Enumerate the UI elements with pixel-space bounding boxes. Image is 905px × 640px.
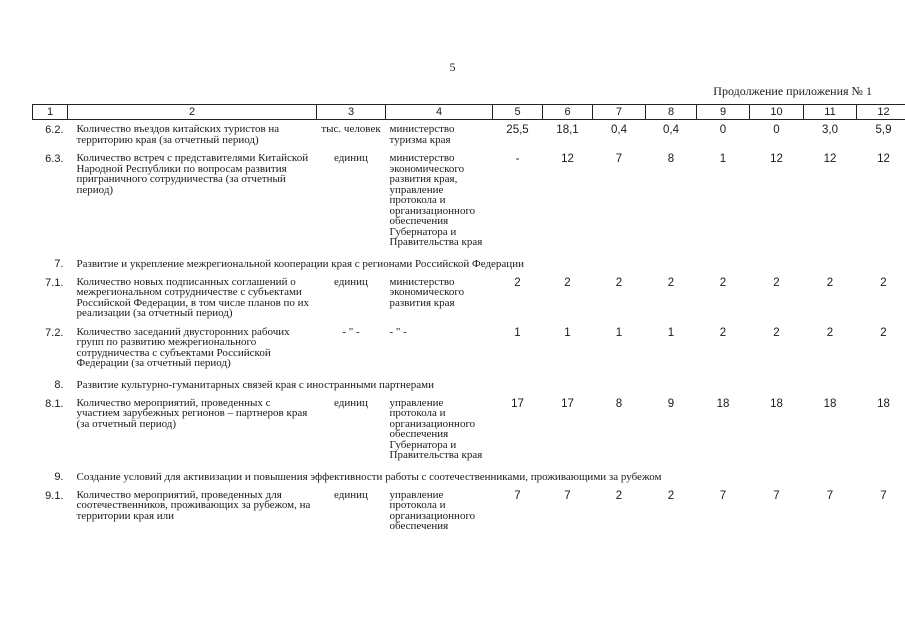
value-cell: 2 [880, 276, 887, 289]
value-cell: 8 [615, 397, 623, 410]
indicator-name: Количество встреч с представителями Китайской Народной Республики по вопросам развития приграничного сотрудничества (за отчетный период) [76, 152, 309, 196]
indicator-name: Количество новых подписанных соглашений о межрегиональном сотрудничестве с субъектами Российской Федерации, в том числе планов по их реализации (за отчетный период) [76, 275, 310, 319]
responsible-org: управление протокола и организационного обеспечения [389, 488, 476, 532]
table-body [33, 120, 905, 536]
value-cell: 12 [823, 153, 837, 165]
responsible-org: министерство экономического развития края, управление протокола и организационного обеспечения Губернатора и Правительства края [389, 152, 483, 248]
responsible-org: - " - [389, 325, 407, 338]
row-number: 7.2. [45, 326, 64, 339]
value-cell: 7 [514, 489, 521, 502]
value-cell: 7 [564, 489, 571, 502]
unit-cell: единиц [334, 152, 368, 164]
value-cell: 1 [667, 326, 675, 339]
value-cell: - [515, 153, 520, 165]
unit-cell: единиц [334, 275, 368, 288]
value-cell: 2 [667, 276, 675, 289]
value-cell: 0,4 [611, 124, 627, 136]
value-cell: 18 [823, 397, 837, 410]
page-number: 5 [449, 60, 456, 74]
header-cell: 8 [646, 105, 697, 120]
indicator-name: Количество мероприятий, проведенных для соотечественников, проживающих за рубежом, на территории края или [76, 488, 311, 522]
value-cell: 12 [561, 153, 574, 165]
table-header-row [33, 105, 905, 120]
appendix-title: Продолжение приложения № 1 [713, 84, 872, 98]
header-cell: 6 [543, 105, 593, 120]
section-title: Создание условий для активизации и повышения эффективности работы с соотечественниками, проживающими за рубежом [76, 470, 662, 483]
value-cell: 2 [514, 276, 521, 289]
section-title: Развитие культурно-гуманитарных связей края с иностранными партнерами [76, 378, 434, 391]
section-number: 7. [54, 257, 64, 270]
value-cell: 2 [826, 326, 834, 339]
value-cell: 7 [880, 489, 887, 502]
value-cell: 0,4 [663, 124, 679, 136]
value-cell: 17 [561, 397, 574, 410]
value-cell: 7 [615, 153, 623, 165]
responsible-org: министерство экономического развития края [389, 275, 465, 309]
value-cell: 5,9 [875, 124, 892, 136]
row-number: 6.2. [45, 124, 64, 136]
header-cell: 11 [804, 105, 857, 120]
value-cell: 7 [719, 489, 727, 502]
row-number: 7.1. [45, 276, 64, 289]
responsible-org: управление протокола и организационного обеспечения Губернатора и Правительства края [389, 396, 483, 461]
value-cell: 7 [826, 489, 834, 502]
header-cell: 9 [697, 105, 750, 120]
section-row [33, 252, 905, 273]
value-cell: 2 [773, 326, 780, 339]
value-cell: 2 [773, 276, 780, 289]
header-cell: 5 [493, 105, 543, 120]
value-cell: 18 [877, 397, 890, 410]
row-number: 8.1. [45, 397, 64, 410]
table-row [33, 323, 905, 373]
indicator-name: Количество въездов китайских туристов на территорию края (за отчетный период) [76, 123, 280, 146]
value-cell: 12 [877, 153, 890, 165]
value-cell: 18 [770, 397, 783, 410]
responsible-org: министерство туризма края [389, 123, 455, 146]
value-cell: 2 [615, 489, 623, 502]
indicator-name: Количество заседаний двусторонних рабочих групп по развитию межрегионального сотрудничества с субъектами Российской Федерации (за отчетный период) [76, 325, 290, 369]
value-cell: 7 [773, 489, 780, 502]
section-number: 8. [54, 378, 64, 391]
value-cell: 2 [719, 276, 727, 289]
header-cell: 2 [68, 105, 317, 120]
value-cell: 2 [719, 326, 727, 339]
value-cell: 3,0 [822, 124, 838, 136]
section-row [33, 465, 905, 486]
value-cell: 18,1 [556, 124, 579, 136]
unit-cell: - " - [342, 325, 360, 338]
table-row [33, 394, 905, 465]
unit-cell: тыс. человек [321, 123, 381, 135]
value-cell: 18 [716, 397, 730, 410]
indicators-table [32, 104, 905, 536]
value-cell: 2 [615, 276, 623, 289]
value-cell: 2 [667, 489, 675, 502]
header-cell: 3 [317, 105, 386, 120]
row-number: 9.1. [45, 489, 64, 502]
table-row [33, 149, 905, 252]
table-row [33, 120, 905, 150]
value-cell: 12 [770, 153, 783, 165]
table-row [33, 273, 905, 323]
section-title: Развитие и укрепление межрегиональной кооперации края с регионами Российской Федерации [76, 257, 524, 270]
value-cell: 1 [719, 153, 727, 165]
value-cell: 25,5 [506, 124, 529, 136]
value-cell: 9 [667, 397, 675, 410]
header-cell: 10 [750, 105, 804, 120]
header-cell: 12 [857, 105, 905, 120]
indicator-name: Количество мероприятий, проведенных с участием зарубежных регионов – партнеров края (за отчетный период) [76, 396, 308, 430]
header-cell: 4 [386, 105, 493, 120]
value-cell: 1 [615, 326, 623, 339]
header-cell: 7 [593, 105, 646, 120]
value-cell: 0 [719, 124, 727, 136]
row-number: 6.3. [45, 153, 64, 165]
value-cell: 17 [511, 397, 524, 410]
section-number: 9. [54, 470, 64, 483]
value-cell: 1 [514, 326, 521, 339]
table-row [33, 486, 905, 536]
value-cell: 1 [564, 326, 571, 339]
unit-cell: единиц [334, 488, 368, 501]
value-cell: 2 [880, 326, 887, 339]
header-cell: 1 [33, 105, 68, 120]
unit-cell: единиц [334, 396, 368, 409]
value-cell: 8 [667, 153, 675, 165]
value-cell: 2 [564, 276, 571, 289]
value-cell: 0 [773, 124, 780, 136]
value-cell: 2 [826, 276, 834, 289]
section-row [33, 373, 905, 394]
